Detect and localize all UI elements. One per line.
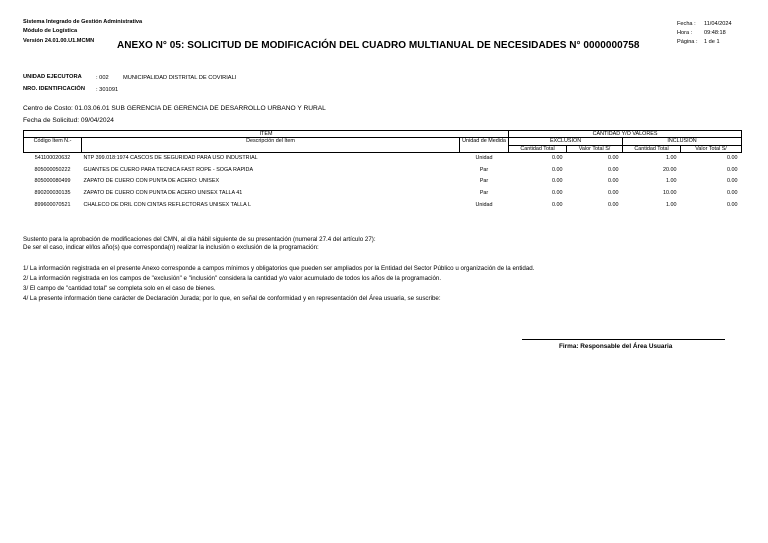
fecha-label: Fecha : [677,21,696,27]
document-title: ANEXO N° 05: SOLICITUD DE MODIFICACIÓN DEL CUADRO MULTIANUAL DE NECESIDADES N° 0000000758 [117,40,640,51]
note-1: 1/ La información registrada en el presente Anexo corresponde a campos mínimos y obligatorios que pueden ser ampliados por la Entidad del Sector Público u organización de la entidad. [23,265,535,272]
hora-value: 09:48:18 [704,30,726,36]
table-row [24,200,742,212]
sustento-line-2: De ser el caso, indicar el/los año(s) que corresponda(n) realizar la inclusión o exclusión de la programación: [23,244,319,251]
exclusion-header: EXCLUSIÓN [509,138,623,145]
unidad-ejecutora-name: MUNICIPALIDAD DISTRITAL DE COVIRIALI [123,75,237,81]
note-3: 3/ El campo de "cantidad total" se completa solo en el caso de bienes. [23,285,216,292]
inclusion-cantidad-cell: 1.00 [666,201,677,208]
descripcion-cell: GUANTES DE CUERO PARA TECNICA FAST ROPE - SOGA RAPIDA [83,166,254,173]
exclusion-cantidad-header: Cantidad Total [509,145,567,152]
exclusion-valor-cell: 0.00 [608,201,619,208]
fecha-value: 11/04/2024 [704,21,732,27]
exclusion-valor-cell: 0.00 [608,178,619,185]
exclusion-cantidad-cell: 0.00 [552,201,563,208]
pagina-value: 1 de 1 [704,39,720,45]
sustento-line-1: Sustento para la aprobación de modificaciones del CMN, al día hábil siguiente de su presentación (numeral 27.4 del artículo 27): [23,236,376,243]
unidad-cell: Par [479,166,489,173]
inclusion-valor-cell: 0.00 [727,155,738,162]
codigo-cell: 541100020632 [34,155,71,162]
exclusion-valor-cell: 0.00 [608,190,619,196]
codigo-cell: 899600070521 [34,201,71,208]
inclusion-valor-cell: 0.00 [727,190,738,196]
items-table [23,130,742,211]
unidad-cell: Par [479,178,489,185]
exclusion-cantidad-cell: 0.00 [552,178,563,185]
exclusion-cantidad-cell: 0.00 [552,166,563,173]
codigo-header: Código Ítem N.- [24,138,82,153]
inclusion-valor-cell: 0.00 [727,178,738,185]
inclusion-cantidad-cell: 1.00 [666,155,677,162]
fecha-solicitud: Fecha de Solicitud: 09/04/2024 [23,117,114,124]
inclusion-cantidad-header: Cantidad Total [623,145,681,152]
unidad-medida-header: Unidad de Medida [460,138,509,153]
exclusion-valor-header: Valor Total S/ [567,145,623,152]
descripcion-header: Descripción del Ítem [82,138,460,153]
table-row [24,165,742,177]
descripcion-cell: CHALECO DE DRIL CON CINTAS REFLECTORAS UNISEX TALLA L [83,201,251,208]
signature-label: Firma: Responsable del Área Usuaria [559,343,673,350]
inclusion-valor-header: Valor Total S/ [681,145,742,152]
module-name: Módulo de Logística [23,28,78,34]
inclusion-valor-cell: 0.00 [727,201,738,208]
system-name: Sistema Integrado de Gestión Administrativa [23,19,143,25]
codigo-cell: 890200030135 [34,190,71,196]
exclusion-valor-cell: 0.00 [608,166,619,173]
descripcion-cell: ZAPATO DE CUERO CON PUNTA DE ACERO: UNISEX [83,178,220,185]
hora-label: Hora : [677,30,693,36]
note-2: 2/ La información registrada en los campos de "exclusión" e "inclusión" considera la cantidad y/o valor acumulado de todos los años de la programación. [23,275,442,282]
descripcion-cell: ZAPATO DE CUERO CON PUNTA DE ACERO UNISEX TALLA 41 [83,190,243,196]
version-label: Versión 24.01.00.U1.MCMN [23,38,95,44]
descripcion-cell: NTP 399.018:1974 CASCOS DE SEGURIDAD PARA USO INDUSTRIAL [83,155,258,162]
unidad-ejecutora-label: UNIDAD EJECUTORA [23,74,82,80]
inclusion-cantidad-cell: 10.00 [663,190,677,196]
signature-line [522,339,725,340]
centro-costo: Centro de Costo: 01.03.06.01 SUB GERENCIA DE GERENCIA DE DESARROLLO URBANO Y RURAL [23,105,326,112]
codigo-cell: 805000080499 [34,178,71,185]
inclusion-valor-cell: 0.00 [727,166,738,173]
unidad-ejecutora-code: : 002 [96,75,109,81]
unidad-cell: Par [479,190,489,196]
inclusion-header: INCLUSIÓN [623,138,742,145]
exclusion-cantidad-cell: 0.00 [552,155,563,162]
cantidad-group-header: CANTIDAD Y/O VALORES [509,131,742,138]
unidad-cell: Unidad [475,155,493,162]
note-4: 4/ La presente información tiene carácter de Declaración Jurada; por lo que, en señal de conformidad y en representación del Área usuaria, se suscribe: [23,295,441,302]
codigo-cell: 805000050222 [34,166,71,173]
item-group-header: ITEM [24,131,509,138]
pagina-label: Página : [677,39,698,45]
unidad-cell: Unidad [475,201,493,208]
exclusion-cantidad-cell: 0.00 [552,190,563,196]
nro-identificacion-label: NRO. IDENTIFICACIÓN [23,86,85,92]
table-row [24,188,742,200]
exclusion-valor-cell: 0.00 [608,155,619,162]
inclusion-cantidad-cell: 20.00 [663,166,677,173]
table-row [24,176,742,188]
table-row [24,153,742,165]
nro-identificacion-value: : 301091 [96,87,119,93]
inclusion-cantidad-cell: 1.00 [666,178,677,185]
